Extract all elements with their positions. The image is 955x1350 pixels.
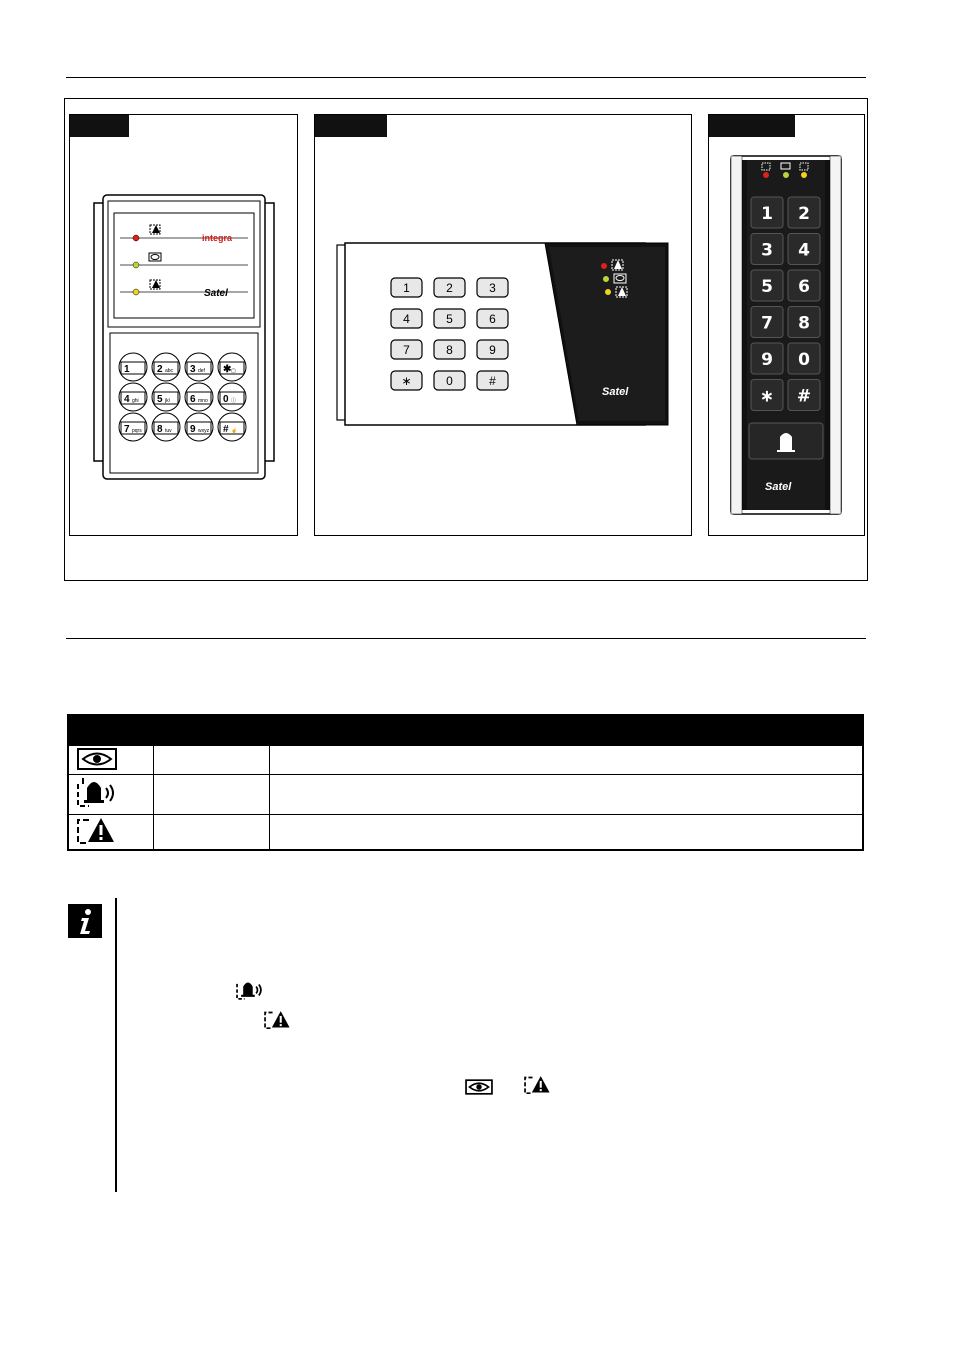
svg-text:def: def	[198, 368, 205, 374]
table-cell-description	[269, 775, 863, 815]
top-rule	[66, 77, 866, 78]
svg-text:Satel: Satel	[765, 481, 792, 493]
svg-text:1: 1	[403, 281, 410, 295]
keypad-c-key	[751, 197, 783, 228]
svg-text:wxyz: wxyz	[198, 428, 210, 434]
table-row	[68, 815, 863, 851]
svg-text:▢: ▢	[231, 368, 236, 374]
brand-integra: integra	[202, 233, 233, 243]
keypad-a-key	[218, 353, 246, 381]
keypad-c-key	[751, 343, 783, 374]
keypad-a-key	[185, 383, 213, 411]
keypad-a-key	[185, 353, 213, 381]
led-table	[67, 714, 864, 851]
svg-text:8: 8	[157, 424, 163, 435]
svg-text:∗: ∗	[401, 374, 412, 388]
table-cell-icon	[68, 746, 153, 775]
keypad-integra-illustration	[70, 115, 299, 537]
svg-text:2: 2	[157, 364, 163, 375]
table-cell-description	[269, 815, 863, 851]
svg-text:7: 7	[124, 424, 130, 435]
svg-text:4: 4	[798, 240, 810, 261]
keypad-c-key	[788, 270, 820, 301]
table-header	[153, 715, 269, 746]
svg-text:4: 4	[124, 394, 130, 405]
svg-text:7: 7	[403, 343, 410, 357]
table-cell-color	[153, 746, 269, 775]
svg-text:#: #	[223, 424, 229, 435]
keypad-b-key	[391, 278, 422, 297]
svg-text:☝: ☝	[231, 428, 238, 434]
svg-text:tuv: tuv	[165, 428, 172, 434]
keypad-a-key	[218, 383, 246, 411]
svg-text:7: 7	[761, 313, 773, 334]
keypad-c-key	[788, 380, 820, 411]
table-cell-color	[153, 815, 269, 851]
keypad-a-key	[119, 383, 147, 411]
svg-text:abc: abc	[165, 368, 174, 374]
keypad-a-key	[218, 413, 246, 441]
svg-text:0: 0	[223, 394, 229, 405]
trouble-triangle-icon	[263, 1009, 293, 1031]
keypad-c-key	[788, 343, 820, 374]
keypad-c-key	[788, 234, 820, 265]
svg-text:3: 3	[489, 281, 496, 295]
panel-keypad-horizontal	[314, 114, 692, 536]
keypad-b-key	[434, 278, 465, 297]
keypad-c-key	[751, 234, 783, 265]
svg-text:8: 8	[798, 313, 810, 334]
svg-text:∗: ∗	[759, 386, 775, 407]
keypad-a-key	[152, 383, 180, 411]
keypad-b-key	[477, 278, 508, 297]
svg-text:2: 2	[446, 281, 453, 295]
svg-text:Satel: Satel	[204, 288, 228, 299]
svg-text:mno: mno	[198, 398, 208, 404]
keypad-c-key	[788, 307, 820, 338]
svg-text:ghi: ghi	[132, 398, 139, 404]
svg-text:pqrs: pqrs	[132, 428, 142, 434]
keypad-a-key	[119, 353, 147, 381]
svg-text:5: 5	[157, 394, 163, 405]
svg-text:✱: ✱	[223, 364, 232, 375]
keypad-b-key	[434, 340, 465, 359]
table-header-row	[68, 715, 863, 746]
svg-text:#: #	[796, 386, 812, 407]
svg-text:Satel: Satel	[602, 386, 629, 398]
svg-text:3: 3	[761, 240, 773, 261]
table-header	[269, 715, 863, 746]
svg-text:9: 9	[761, 350, 773, 370]
eye-icon	[75, 747, 119, 771]
keypad-a-key	[185, 413, 213, 441]
svg-text:1: 1	[761, 204, 773, 224]
keypad-b-key	[477, 309, 508, 328]
keypad-horizontal-illustration	[315, 115, 693, 537]
panel-keypad-vertical	[708, 114, 865, 536]
trouble-triangle-icon	[75, 816, 119, 846]
table-cell-description	[269, 746, 863, 775]
keypad-c-key	[788, 197, 820, 228]
svg-text:ⓘ: ⓘ	[231, 398, 237, 404]
svg-text:6: 6	[798, 277, 810, 297]
table-row	[68, 775, 863, 815]
keypad-b-key	[391, 371, 422, 390]
table-header	[68, 715, 153, 746]
keypad-b-key	[391, 309, 422, 328]
keypad-a-key	[152, 413, 180, 441]
svg-text:4: 4	[403, 312, 410, 326]
svg-text:6: 6	[190, 394, 196, 405]
svg-text:0: 0	[798, 350, 810, 370]
svg-text:8: 8	[446, 343, 453, 357]
alarm-bell-icon	[75, 776, 119, 810]
keypad-b-key	[477, 340, 508, 359]
keypad-b-key	[391, 340, 422, 359]
eye-icon	[464, 1078, 494, 1096]
keypad-a-key	[152, 353, 180, 381]
svg-text:9: 9	[489, 343, 496, 357]
svg-text:jkl: jkl	[165, 398, 170, 404]
table-cell-icon	[68, 775, 153, 815]
keypad-b-key	[434, 371, 465, 390]
section-rule	[66, 638, 866, 639]
svg-text:9: 9	[190, 424, 196, 435]
keypad-c-key	[751, 380, 783, 411]
table-row	[68, 746, 863, 775]
keypad-b-key	[477, 371, 508, 390]
panel-keypad-integra	[69, 114, 298, 536]
svg-text:1: 1	[124, 364, 130, 375]
svg-text:#: #	[489, 374, 496, 388]
svg-text:3: 3	[190, 364, 196, 375]
keypad-c-key	[751, 270, 783, 301]
info-icon	[68, 904, 102, 938]
keypad-a-key	[119, 413, 147, 441]
svg-text:2: 2	[798, 204, 810, 224]
svg-text:0: 0	[446, 374, 453, 388]
note-rule	[115, 898, 117, 1192]
trouble-triangle-icon	[523, 1074, 553, 1096]
svg-text:6: 6	[489, 312, 496, 326]
svg-text:5: 5	[761, 277, 773, 297]
keypad-c-key	[751, 307, 783, 338]
keypad-b-key	[434, 309, 465, 328]
table-cell-icon	[68, 815, 153, 851]
alarm-bell-icon	[235, 978, 265, 1002]
figure-frame	[64, 98, 868, 581]
table-cell-color	[153, 775, 269, 815]
keypad-vertical-illustration	[709, 115, 866, 537]
svg-text:5: 5	[446, 312, 453, 326]
